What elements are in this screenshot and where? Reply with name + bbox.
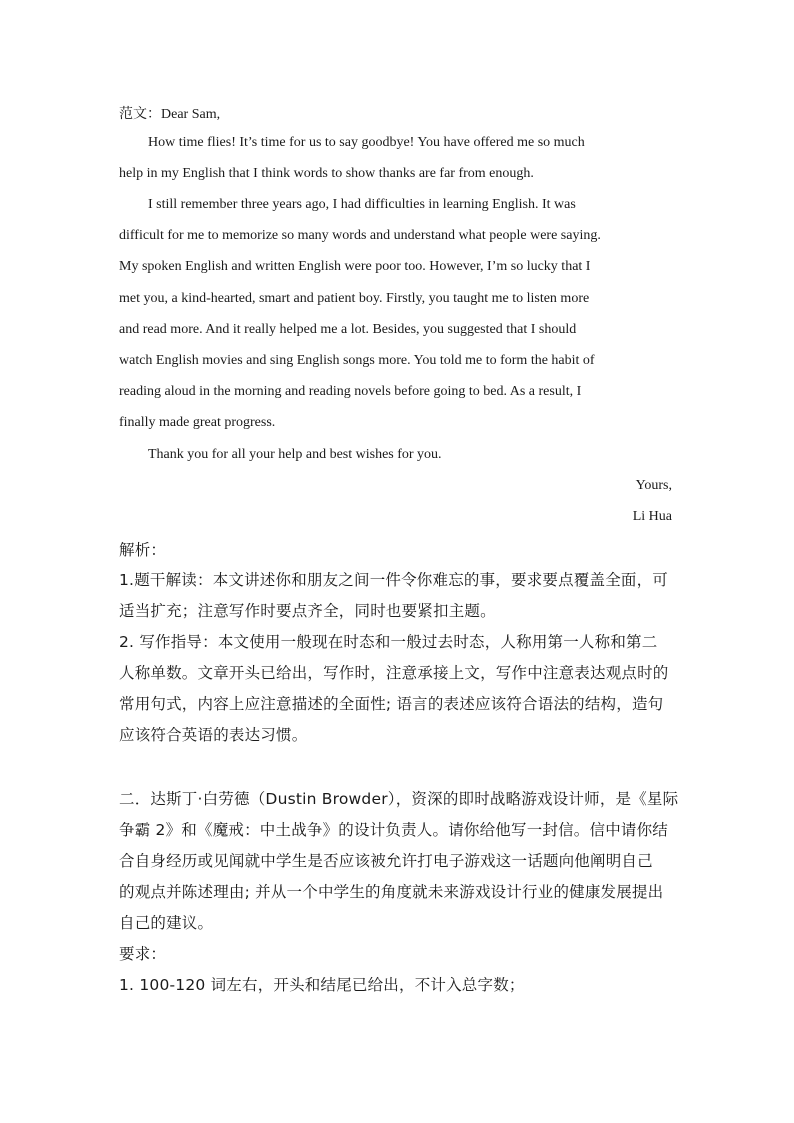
essay-line: met you, a kind-hearted, smart and patient boy. Firstly, you taught me to listen more (119, 291, 590, 306)
question-line: 合自身经历或见闻就中学生是否应该被允许打电子游戏这一话题向他阐明自己 (119, 852, 653, 870)
question-line: 自己的建议。 (119, 914, 214, 932)
essay-signature: Li Hua (632, 509, 672, 524)
essay-line: Thank you for all your help and best wishes for you. (148, 447, 442, 462)
analysis-line: 应该符合英语的表达习惯。 (119, 726, 308, 744)
essay-line: My spoken English and written English were poor too. However, I’m so lucky that I (119, 259, 591, 274)
requirement-item: 1. 100-120 词左右，开头和结尾已给出，不计入总字数； (119, 976, 525, 994)
analysis-line: 2. 写作指导：本文使用一般现在时态和一般过去时态，人称用第一人称和第二 (119, 633, 658, 651)
essay-line: I still remember three years ago, I had difficulties in learning English. It was (148, 197, 576, 212)
essay-closing: Yours, (635, 478, 672, 493)
analysis-heading: 解析： (119, 541, 167, 559)
essay-line: difficult for me to memorize so many words and understand what people were saying. (119, 228, 601, 243)
analysis-line: 人称单数。文章开头已给出，写作时，注意承接上文，写作中注意表达观点时的 (119, 664, 669, 682)
analysis-line: 适当扩充；注意写作时要点齐全，同时也要紧扣主题。 (119, 602, 496, 620)
essay-line: help in my English that I think words to show thanks are far from enough. (119, 166, 534, 181)
essay-heading: 范文：Dear Sam, (119, 107, 221, 122)
question-line: 争霸 2》和《魔戒：中土战争》的设计负责人。请你给他写一封信。信中请你结 (119, 821, 668, 839)
essay-line: finally made great progress. (119, 415, 276, 430)
essay-line: and read more. And it really helped me a lot. Besides, you suggested that I should (119, 322, 577, 337)
analysis-line: 常用句式，内容上应注意描述的全面性; 语言的表述应该符合语法的结构，造句 (119, 695, 664, 713)
requirements-heading: 要求： (119, 945, 167, 963)
analysis-line: 1.题干解读：本文讲述你和朋友之间一件令你难忘的事，要求要点覆盖全面，可 (119, 571, 668, 589)
question-line: 的观点并陈述理由; 并从一个中学生的角度就未来游戏设计行业的健康发展提出 (119, 883, 664, 901)
essay-line: watch English movies and sing English songs more. You told me to form the habit of (119, 353, 595, 368)
question-line: 二．达斯丁·白劳德（Dustin Browder），资深的即时战略游戏设计师，是《星际 (119, 790, 679, 808)
essay-line: How time flies! It’s time for us to say goodbye! You have offered me so much (148, 135, 585, 150)
essay-line: reading aloud in the morning and reading novels before going to bed. As a result, I (119, 384, 582, 399)
